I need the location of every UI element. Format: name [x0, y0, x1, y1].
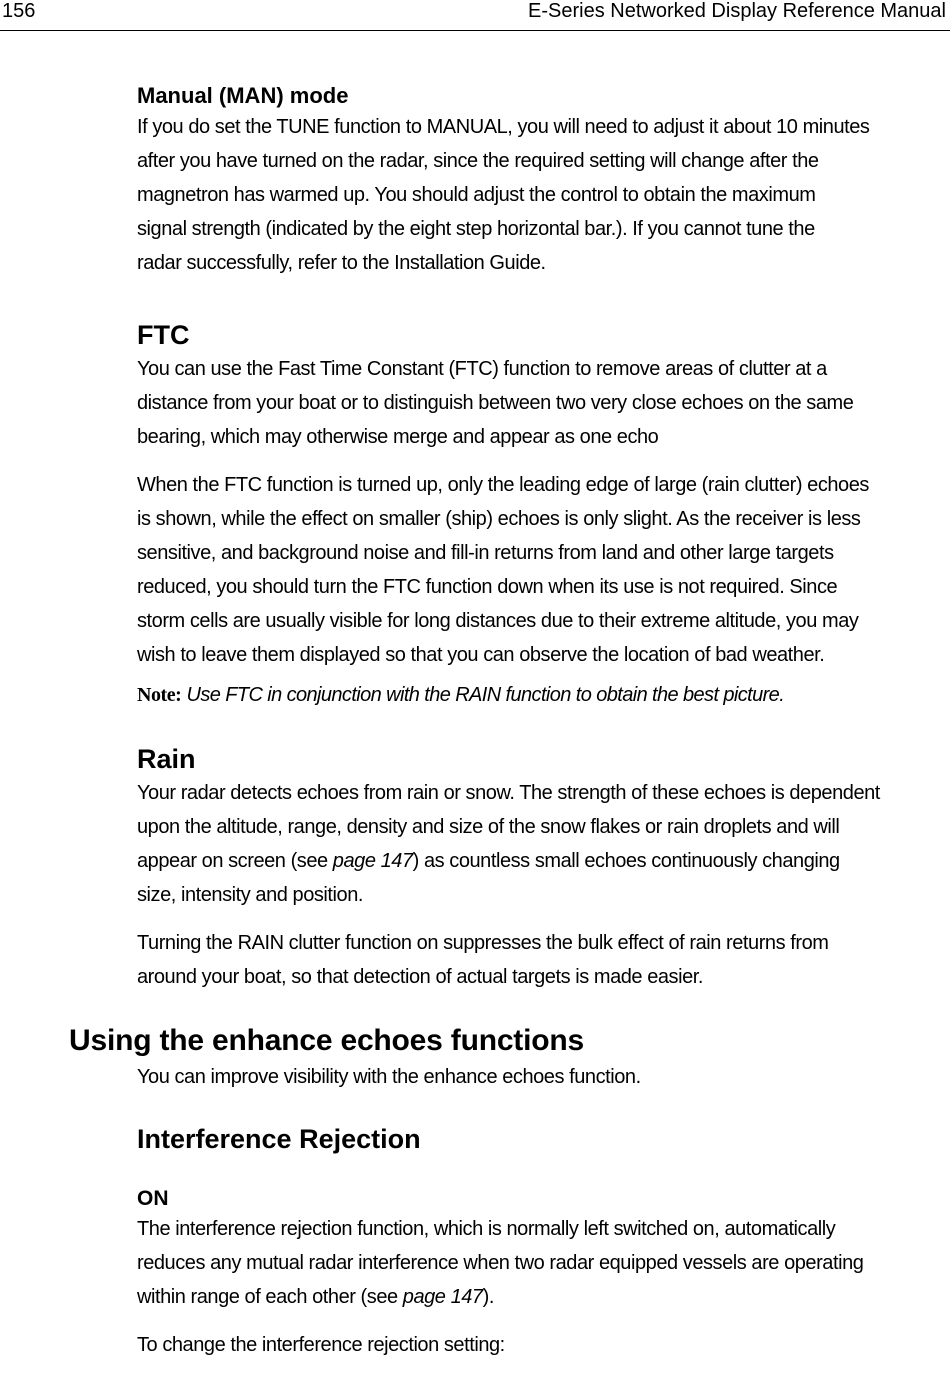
note	[137, 678, 945, 712]
body-line: distance from your boat or to distinguish between two very close echoes on the same	[137, 392, 854, 414]
interference-rejection-section	[137, 1122, 945, 1362]
body-line: upon the altitude, range, density and size of the snow flakes or rain droplets and will	[137, 816, 840, 838]
note-label: Note:	[137, 684, 182, 706]
page-number: 156	[2, 0, 36, 22]
body-line: Turning the RAIN clutter function on suppresses the bulk effect of rain returns from	[137, 932, 829, 954]
body-line: reduces any mutual radar interference when two radar equipped vessels are operating	[137, 1252, 864, 1274]
on-heading: ON	[137, 1187, 169, 1210]
ftc-heading: FTC	[137, 320, 190, 350]
enhance-echoes-section	[69, 1022, 945, 1094]
body-line: The interference rejection function, which is normally left switched on, automatically	[137, 1218, 836, 1240]
body-line: When the FTC function is turned up, only the leading edge of large (rain clutter) echoes	[137, 474, 869, 496]
interference-heading: Interference Rejection	[137, 1124, 421, 1154]
body-line: magnetron has warmed up. You should adjust the control to obtain the maximum	[137, 184, 816, 206]
body-line: sensitive, and background noise and fill-in returns from land and other large targets	[137, 542, 834, 564]
body-line: is shown, while the effect on smaller (ship) echoes is only slight. As the receiver is less	[137, 508, 861, 530]
ftc-section	[137, 318, 945, 712]
body-line	[137, 844, 945, 878]
body-line: To change the interference rejection setting:	[137, 1334, 505, 1356]
body-line: Your radar detects echoes from rain or snow. The strength of these echoes is dependent	[137, 782, 880, 804]
manual-mode-section	[137, 82, 945, 280]
page-link[interactable]: page 147	[402, 1286, 483, 1308]
body-line: around your boat, so that detection of actual targets is made easier.	[137, 966, 703, 988]
enhance-echoes-heading: Using the enhance echoes functions	[69, 1024, 584, 1057]
body-line: wish to leave them displayed so that you can observe the location of bad weather.	[137, 644, 825, 666]
body-line: radar successfully, refer to the Installation Guide.	[137, 252, 546, 274]
page-body	[69, 82, 945, 1362]
body-line: reduced, you should turn the FTC function down when its use is not required. Since	[137, 576, 838, 598]
body-line: You can improve visibility with the enhance echoes function.	[137, 1066, 641, 1088]
text-run: within range of each other (see	[137, 1286, 403, 1308]
body-line	[137, 1280, 945, 1314]
body-line: signal strength (indicated by the eight step horizontal bar.). If you cannot tune the	[137, 218, 815, 240]
text-run: appear on screen (see	[137, 850, 333, 872]
text-run: ) as countless small echoes continuously changing	[412, 850, 840, 872]
manual-title: E-Series Networked Display Reference Manual	[528, 0, 946, 22]
manual-mode-heading: Manual (MAN) mode	[137, 83, 349, 108]
body-line: size, intensity and position.	[137, 884, 363, 906]
body-line: after you have turned on the radar, since the required setting will change after the	[137, 150, 819, 172]
body-line: bearing, which may otherwise merge and appear as one echo	[137, 426, 659, 448]
page-header	[0, 0, 950, 31]
body-line: If you do set the TUNE function to MANUAL, you will need to adjust it about 10 minutes	[137, 116, 870, 138]
note-text: Use FTC in conjunction with the RAIN function to obtain the best picture.	[186, 684, 785, 706]
rain-section	[137, 742, 945, 994]
rain-heading: Rain	[137, 744, 196, 774]
body-line: You can use the Fast Time Constant (FTC) function to remove areas of clutter at a	[137, 358, 827, 380]
page-link[interactable]: page 147	[332, 850, 413, 872]
text-run: ).	[482, 1286, 494, 1308]
body-line: storm cells are usually visible for long distances due to their extreme altitude, you may	[137, 610, 859, 632]
